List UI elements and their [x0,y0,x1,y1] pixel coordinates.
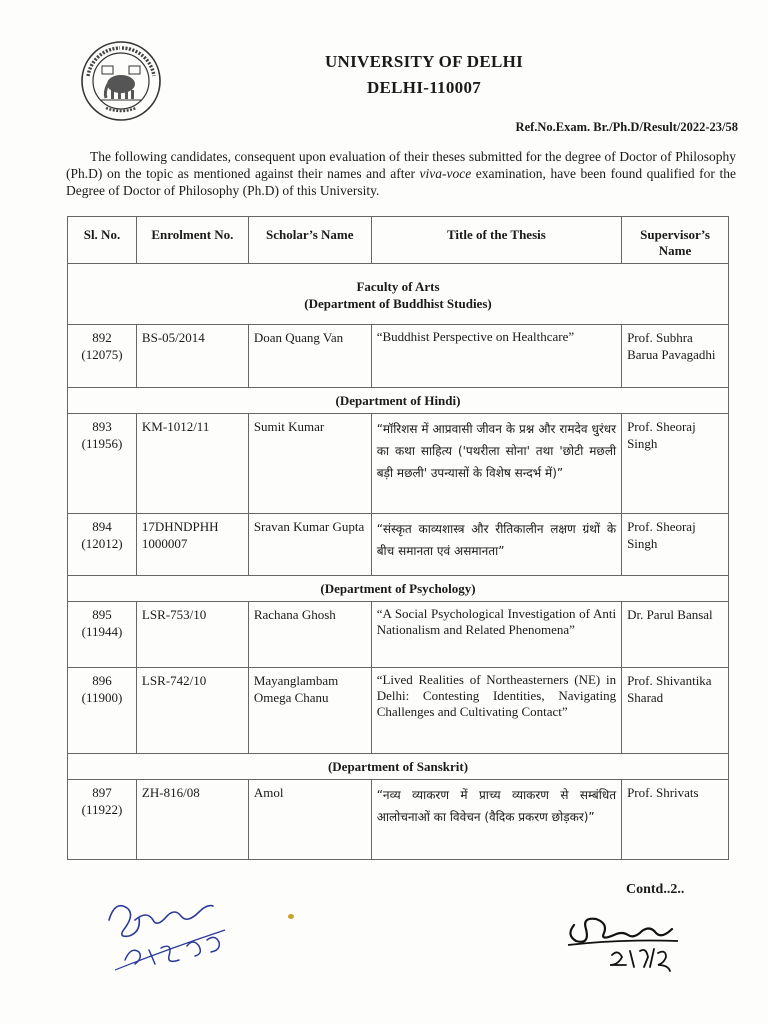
table-row [68,414,729,514]
continued-note: Contd..2.. [626,882,685,897]
left-signature [95,890,235,990]
enrolment-cell: ZH-816/08 [136,780,248,860]
table-row [68,780,729,860]
enrolment-cell: LSR-753/10 [136,602,248,668]
header-enrolment-no: Enrolment No. [136,217,248,264]
supervisor-cell: Prof. Shrivats [622,780,729,860]
department-heading: (Department of Hindi) [68,388,729,414]
section-row [68,754,729,780]
sl-no-cell: 893 (11956) [68,414,137,514]
university-name: UNIVERSITY OF DELHI [324,52,524,71]
enrolment-cell: KM-1012/11 [136,414,248,514]
enrolment-cell: 17DHNDPHH 1000007 [136,514,248,576]
scholar-name-cell: Sumit Kumar [248,414,371,514]
enrolment-cell: BS-05/2014 [136,325,248,388]
sl-no-cell: 892 (12075) [68,325,137,388]
section-row [68,264,729,325]
supervisor-cell: Prof. Sheoraj Singh [622,414,729,514]
department-heading: (Department of Psychology) [68,576,729,602]
scholar-name-cell: Mayanglambam Omega Chanu [248,668,371,754]
results-table [67,216,729,860]
thesis-title-cell: “A Social Psychological Investigation of Anti Nationalism and Related Phenomena” [371,602,621,668]
intro-paragraph: The following candidates, consequent upon evaluation of their theses submitted for the degree of Doctor of Philosophy (Ph.D) on the topic as mentioned against their names and after viva-voce examination, have been found qualified for the Degree of Doctor of Philosophy (Ph.D) of this University. [66,149,736,198]
table-row [68,602,729,668]
scholar-name-cell: Sravan Kumar Gupta [248,514,371,576]
table-row [68,668,729,754]
sl-no-cell: 895 (11944) [68,602,137,668]
header-sl-no: Sl. No. [68,217,137,264]
university-address: DELHI-110007 [366,78,482,97]
section-row [68,576,729,602]
supervisor-cell: Prof. Shivantika Sharad [622,668,729,754]
supervisor-cell: Prof. Subhra Barua Pavagadhi [622,325,729,388]
header-thesis-title: Title of the Thesis [371,217,621,264]
ink-spot [288,914,294,919]
header-scholar-name: Scholar’s Name [248,217,371,264]
department-heading: (Department of Buddhist Studies) [304,296,492,311]
scholar-name-cell: Amol [248,780,371,860]
thesis-title-cell: “Lived Realities of Northeasterners (NE) in Delhi: Contesting Identities, Navigating Challenges and Cultivating Contact” [371,668,621,754]
thesis-title-cell: “संस्कृत काव्यशास्त्र और रीतिकालीन लक्षण ग्रंथों के बीच समानता एवं असमानता” [371,514,621,576]
scholar-name-cell: Rachana Ghosh [248,602,371,668]
enrolment-cell: LSR-742/10 [136,668,248,754]
thesis-title-cell: “नव्य व्याकरण में प्राच्य व्याकरण से सम्बंधित आलोचनाओं का विवेचन (वैदिक प्रकरण छोड़कर)” [371,780,621,860]
table-row [68,514,729,576]
table-header-row [68,217,729,264]
header-supervisor-name: Supervisor’s Name [622,217,729,264]
thesis-title-cell: “मॉरिशस में आप्रवासी जीवन के प्रश्न और रामदेव धुरंधर का कथा साहित्य ('पथरीला सोना' तथा 'छोटी मछली बड़ी मछली' उपन्यासों के विशेष सन्दर्भ में)” [371,414,621,514]
sl-no-cell: 897 (11922) [68,780,137,860]
scholar-name-cell: Doan Quang Van [248,325,371,388]
thesis-title-cell: “Buddhist Perspective on Healthcare” [371,325,621,388]
section-heading [68,264,729,325]
section-row [68,388,729,414]
faculty-heading: Faculty of Arts [356,279,440,294]
reference-number: Ref.No.Exam. Br./Ph.D/Result/2022-23/58 [515,120,738,134]
supervisor-cell: Dr. Parul Bansal [622,602,729,668]
supervisor-cell: Prof. Sheoraj Singh [622,514,729,576]
table-row [68,325,729,388]
right-signature [560,905,685,975]
sl-no-cell: 894 (12012) [68,514,137,576]
sl-no-cell: 896 (11900) [68,668,137,754]
department-heading: (Department of Sanskrit) [68,754,729,780]
